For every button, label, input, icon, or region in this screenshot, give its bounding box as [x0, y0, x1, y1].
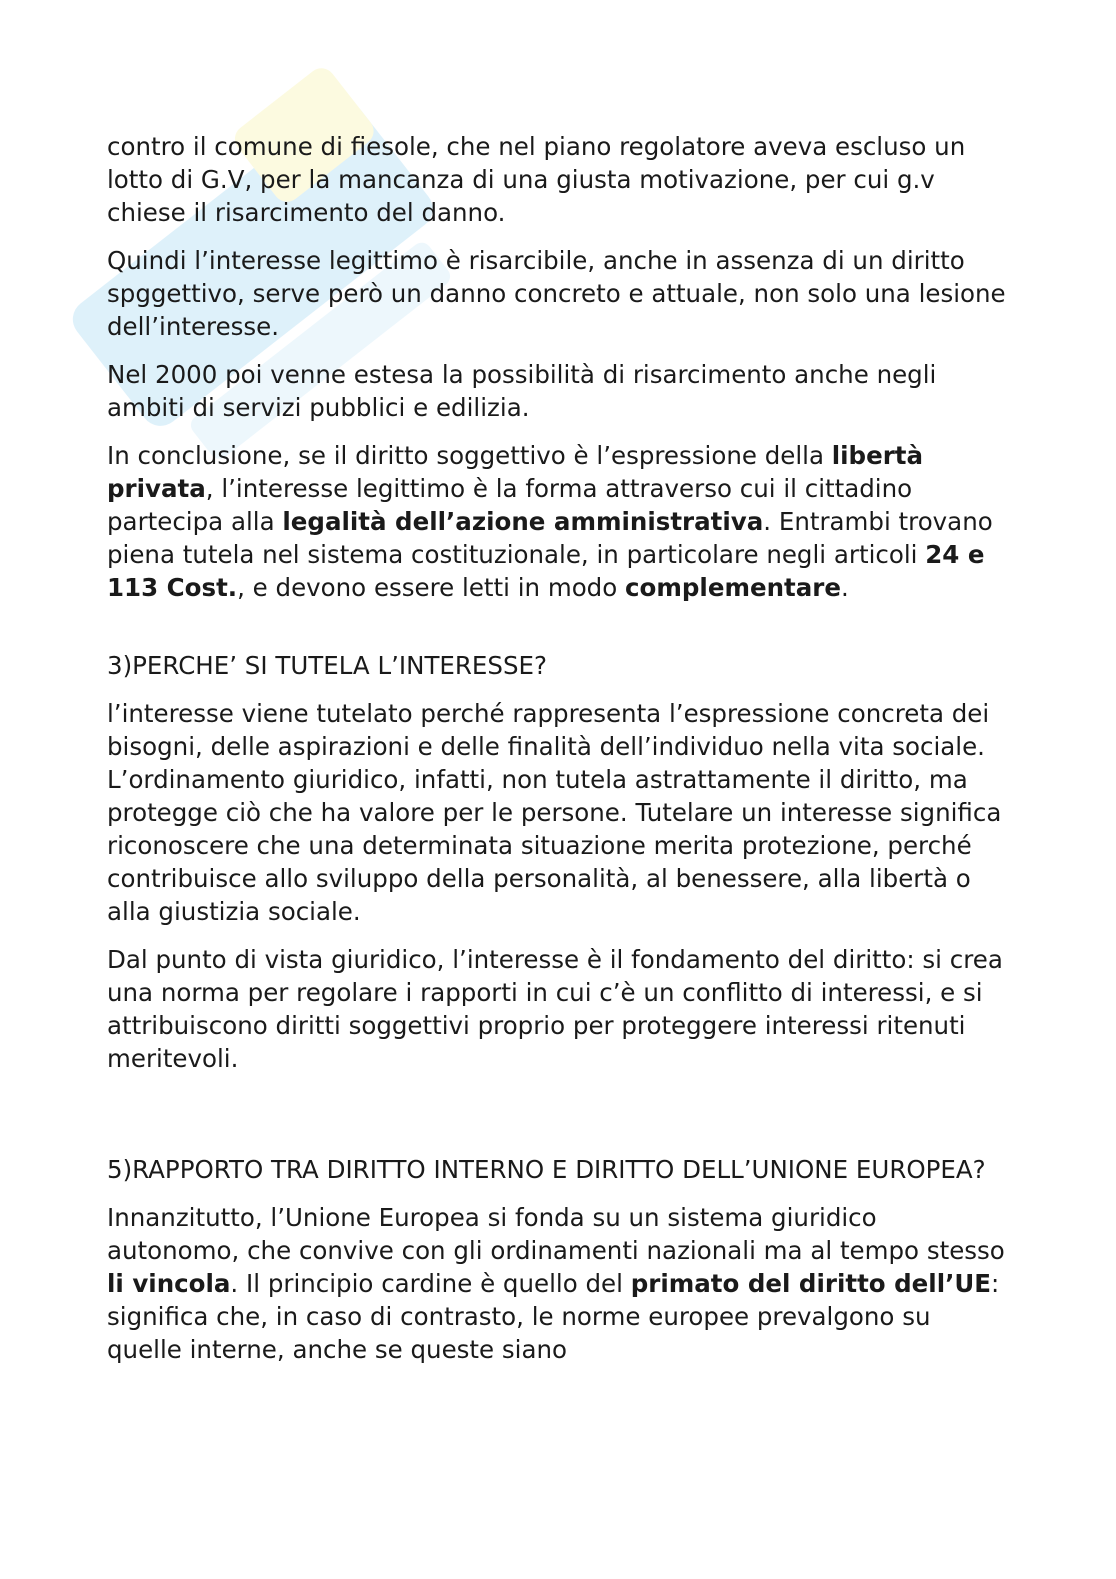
bold-li-vincola: li vincola: [107, 1269, 231, 1298]
paragraph-conclusione: In conclusione, se il diritto soggettivo è l’espressione della libertà privata, l’interesse legittimo è la forma attraverso cui il cittadino partecipa alla legalità dell’azione amministrativa. Entrambi trovano piena tutela nel sistema costituzionale, in particolare negli articoli 24 e 113 Cost., e devono essere letti in modo complementare.: [107, 441, 993, 602]
bold-liberta-privata: libertà privata: [107, 441, 924, 503]
paragraph-fiesole-case: contro il comune di fiesole, che nel piano regolatore aveva escluso un lotto di G.V, per la mancanza di una giusta motivazione, per cui g.v chiese il risarcimento del danno.: [107, 132, 966, 227]
bold-primato-ue: primato del diritto dell’UE: [630, 1269, 992, 1298]
document-body: [107, 130, 1007, 1381]
heading-question-5: 5)RAPPORTO TRA DIRITTO INTERNO E DIRITTO DELL’UNIONE EUROPEA?: [107, 1155, 986, 1184]
paragraph-unione-europea: Innanzitutto, l’Unione Europea si fonda su un sistema giuridico autonomo, che convive con gli ordinamenti nazionali ma al tempo stesso li vincola. Il principio cardine è quello del primato del diritto dell’UE: significa che, in caso di contrasto, le norme europee prevalgono su quelle interne, anche se queste siano: [107, 1203, 1005, 1364]
bold-legalita-azione: legalità dell’azione amministrativa: [282, 507, 764, 536]
paragraph-tutela-interesse: l’interesse viene tutelato perché rappresenta l’espressione concreta dei bisogni, delle aspirazioni e delle finalità dell’individuo nella vita sociale. L’ordinamento giuridico, infatti, non tutela astrattamente il diritto, ma protegge ciò che ha valore per le persone. Tutelare un interesse significa riconoscere che una determinata situazione merita protezione, perché contribuisce allo sviluppo della personalità, al benessere, alla libertà o alla giustizia sociale.: [107, 699, 1002, 926]
paragraph-2000-estensione: Nel 2000 poi venne estesa la possibilità di risarcimento anche negli ambiti di servizi pubblici e edilizia.: [107, 360, 937, 422]
bold-articoli-cost: 24 e 113 Cost.: [107, 540, 985, 602]
paragraph-interesse-risarcibile: Quindi l’interesse legittimo è risarcibile, anche in assenza di un diritto spggettivo, serve però un danno concreto e attuale, non solo una lesione dell’interesse.: [107, 246, 1006, 341]
paragraph-fondamento-diritto: Dal punto di vista giuridico, l’interesse è il fondamento del diritto: si crea una norma per regolare i rapporti in cui c’è un conflitto di interessi, e si attribuiscono diritti soggettivi proprio per proteggere interessi ritenuti meritevoli.: [107, 945, 1003, 1073]
heading-question-3: 3)PERCHE’ SI TUTELA L’INTERESSE?: [107, 651, 547, 680]
bold-complementare: complementare: [625, 573, 841, 602]
